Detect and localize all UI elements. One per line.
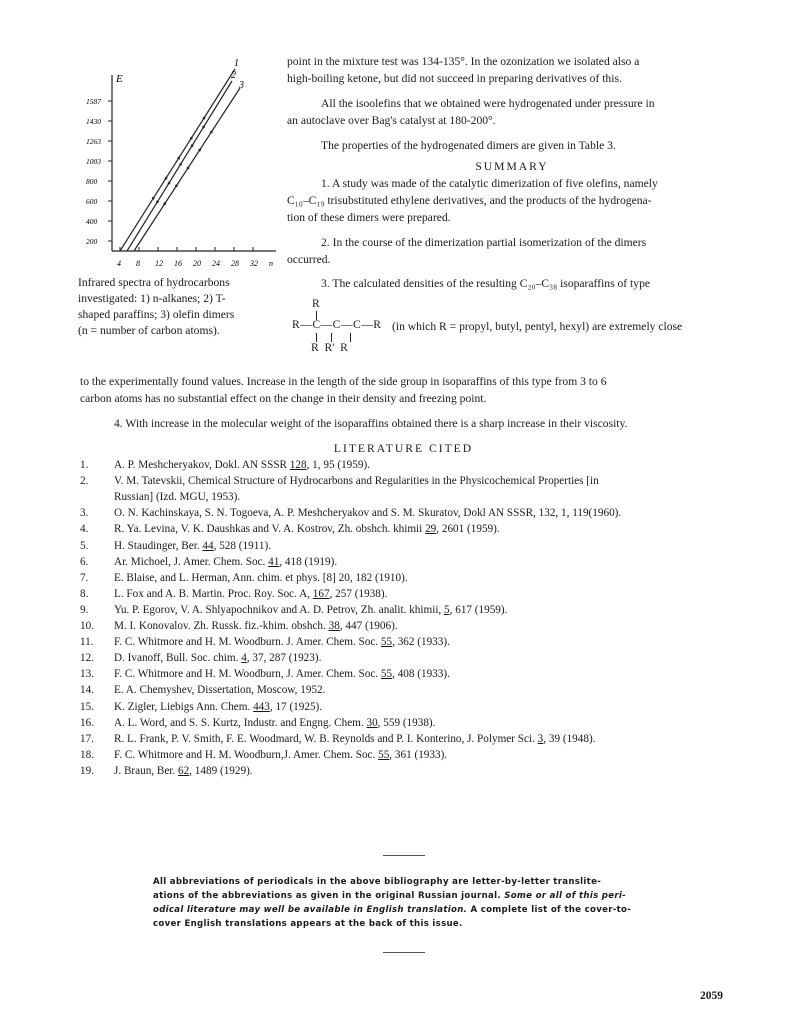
reference-volume: 44 (202, 539, 214, 552)
reference-volume: 4 (241, 652, 247, 665)
reference-volume: 5 (444, 603, 450, 616)
reference-text-part: , 37, 287 (1923). (246, 652, 322, 665)
caption-line: (n = number of carbon atoms). (78, 324, 220, 337)
reference-text-part: Ar. Michoel, J. Amer. Chem. Soc. (114, 555, 269, 568)
reference-text-part: D. Ivanoff, Bull. Soc. chim. (114, 652, 242, 665)
reference-text (114, 603, 507, 617)
divider (383, 855, 425, 856)
series-line-1 (120, 69, 235, 251)
data-point (202, 126, 205, 129)
reference-volume: 128 (289, 459, 307, 471)
data-point (165, 177, 168, 180)
x-tick-label: 8 (136, 259, 140, 268)
right-column (287, 53, 737, 292)
reference-text-part: R. Ya. Levina, V. K. Daushkas and V. A. Kostrov, Zh. obshch. khimii (114, 523, 426, 536)
summary-item-3-continued: (in which R = propyl, butyl, pentyl, hexyl) are extremely close (392, 320, 683, 333)
reference-number: 5. (80, 539, 89, 552)
footnote (153, 875, 673, 931)
summary-item-2-line: 2. In the course of the dimerization partial isomerization of the dimers (321, 236, 647, 249)
reference-text (114, 700, 322, 714)
series-line-3 (134, 88, 240, 251)
y-axis-label: E (116, 73, 123, 85)
reference-volume: 443 (253, 700, 270, 713)
y-tick-label: 1263 (86, 137, 101, 146)
reference-number: 18. (80, 748, 94, 761)
structure-bond (350, 333, 351, 342)
reference-text-part: , 1, 95 (1959). (306, 459, 370, 471)
reference-number: 8. (80, 587, 89, 600)
reference-text-part: A. L. Word, and S. S. Kurtz, Industr. and Engng. Chem. (114, 716, 367, 729)
full-width-text (80, 373, 760, 432)
x-tick-label: 32 (250, 259, 258, 268)
reference-text-part: E. A. Chemyshev, Dissertation, Moscow, 1952. (114, 684, 326, 697)
reference-text-part: R. L. Frank, P. V. Smith, F. E. Woodmard, W. B. Reynolds and P. I. Konterino, J. Polymer Sci. (114, 732, 538, 745)
reference-text-part: , 1489 (1929). (189, 764, 253, 777)
reference-volume: 167 (312, 587, 330, 600)
reference-text-part: , 528 (1911). (213, 539, 271, 552)
y-tick-label: 800 (86, 177, 98, 186)
footnote-text: A complete list of the cover-to- (467, 905, 632, 915)
reference-number: 3. (80, 507, 89, 520)
reference-volume: 55 (380, 668, 393, 681)
data-point (168, 182, 171, 185)
caption-line: shaped paraffins; 3) olefin dimers (78, 308, 235, 321)
reference-volume: 29 (425, 523, 437, 536)
reference-number: 12. (80, 652, 94, 665)
reference-volume: 41 (268, 555, 280, 568)
summary-item-2-line: occurred. (287, 253, 331, 266)
y-ticks (86, 97, 112, 246)
paragraph-line: point in the mixture test was 134-135°. In the ozonization we isolated also a (287, 55, 640, 68)
data-point (177, 157, 180, 160)
reference-text (114, 748, 447, 762)
reference-text (114, 587, 387, 601)
footnote-line: cover English translations appears at the back of this issue. (153, 919, 463, 929)
reference-text-part: , 361 (1933). (389, 748, 448, 761)
data-point (190, 137, 193, 140)
reference-number: 14. (80, 684, 94, 697)
summary-item-4: 4. With increase in the molecular weight of the isoparaffins obtained there is a sharp increase in their viscosity. (114, 417, 628, 430)
reference-volume: 30 (366, 716, 378, 729)
summary-item-1-line: 1. A study was made of the catalytic dimerization of five olefins, namely (321, 177, 658, 190)
footnote-line: All abbreviations of periodicals in the above bibliography are letter-by-letter translite- (153, 877, 602, 887)
summary-item-1-line: tion of these dimers were prepared. (287, 211, 451, 224)
series-line-2 (127, 81, 232, 251)
footnote-line (153, 903, 673, 917)
y-tick-label: 1003 (86, 157, 101, 166)
data-point (163, 202, 166, 205)
reference-text-part: , 2601 (1959). (436, 523, 500, 536)
reference-text-part: K. Zigler, Liebigs Ann. Chem. (114, 700, 254, 713)
reference-number: 10. (80, 620, 94, 632)
reference-text (114, 619, 398, 633)
data-point (187, 167, 190, 170)
reference-text-part: , 17 (1925). (269, 700, 323, 713)
y-tick-label: 200 (86, 237, 98, 246)
paragraph-line: an autoclave over Bag's catalyst at 180-200°. (287, 114, 496, 127)
x-tick-label: 20 (193, 259, 201, 268)
reference-text-part: , 362 (1933). (392, 636, 450, 649)
reference-text (114, 732, 595, 746)
x-tick-label: 24 (212, 259, 220, 268)
page-number: 2059 (700, 990, 723, 1002)
reference-text (114, 635, 450, 649)
reference-volume: 3 (537, 732, 544, 745)
reference-text-part: , 257 (1938). (329, 587, 388, 600)
reference-text (114, 683, 325, 697)
data-point (203, 117, 206, 120)
reference-text (114, 667, 450, 681)
divider (383, 952, 425, 953)
reference-number: 2. (80, 475, 89, 488)
reference-number: 4. (80, 523, 89, 536)
reference-number: 7. (80, 571, 89, 584)
reference-text-part: , 617 (1959). (449, 603, 508, 616)
y-tick-label: 1430 (86, 117, 101, 126)
summary-heading: SUMMARY (475, 160, 549, 173)
x-tick-label: 12 (155, 259, 163, 268)
footnote-text: ations of the abbreviations as given in the original Russian journal. (153, 891, 505, 901)
reference-text (114, 571, 408, 585)
reference-text (114, 651, 321, 665)
x-tick-label: 4 (117, 259, 121, 268)
reference-text (114, 716, 435, 730)
x-tick-label: 28 (231, 259, 239, 268)
reference-number: 6. (80, 555, 89, 568)
reference-number: 13. (80, 668, 94, 681)
reference-text-part: J. Braun, Ber. (114, 764, 179, 777)
paragraph-line: high-boiling ketone, but did not succeed in preparing derivatives of this. (287, 72, 622, 85)
reference-text-part: L. Fox and A. B. Martin. Proc. Roy. Soc. A, (114, 587, 313, 600)
reference-text-part: Russian] (Izd. MGU, 1953). (114, 491, 241, 504)
data-point (210, 131, 213, 134)
ir-spectra-figure (84, 55, 284, 275)
footnote-line (153, 889, 673, 903)
x-tick-label: 16 (174, 259, 182, 268)
reference-text (114, 555, 337, 569)
paragraph-line: to the experimentally found values. Increase in the length of the side group in isoparaffins of this type from 3 to 6 (80, 375, 607, 388)
reference-text-part: , 447 (1906). (339, 620, 398, 632)
reference-text-part: , 408 (1933). (392, 668, 450, 681)
reference-text (114, 490, 240, 504)
y-tick-label: 600 (86, 197, 98, 206)
line-label-2: 2 (231, 70, 236, 81)
summary-item-3-line: 3. The calculated densities of the resulting C₂₀–C₃₈ isoparaffins of type (321, 277, 651, 290)
reference-text-part: O. N. Kachinskaya, S. N. Togoeva, A. P. Meshcheryakov and S. M. Skuratov, Dokl AN SSSR, 132, 1, 119(1960). (114, 507, 622, 520)
data-point (198, 149, 201, 152)
data-point (152, 197, 155, 200)
reference-number: 11. (80, 636, 94, 649)
reference-text-part: A. P. Meshcheryakov, Dokl. AN SSSR (114, 459, 290, 471)
reference-text (114, 522, 500, 536)
caption-line: Infrared spectra of hydrocarbons (78, 276, 230, 289)
data-point (179, 163, 182, 166)
data-point (175, 185, 178, 188)
summary-item-1-line: C₁₀–C₁₉ trisubstituted ethylene derivatives, and the products of the hydrogena- (287, 194, 652, 207)
reference-text (114, 539, 271, 553)
reference-number: 1. (80, 459, 89, 471)
reference-text-part: Yu. P. Egorov, V. A. Shlyapochnikov and A. D. Petrov, Zh. analit. khimii, (114, 603, 445, 616)
y-tick-label: 1587 (86, 97, 101, 106)
reference-volume: 55 (378, 748, 390, 761)
reference-text-part: E. Blaise, and L. Herman, Ann. chim. et phys. [8] 20, 182 (1910). (114, 571, 408, 584)
literature-heading: LITERATURE CITED (333, 442, 474, 455)
reference-number: 15. (80, 700, 94, 713)
footnote-italic: Some or all of this peri- (504, 891, 627, 901)
reference-text (114, 506, 621, 520)
paragraph-line: carbon atoms has no substantial effect on the change in their density and freezing point. (80, 392, 487, 405)
reference-number: 9. (80, 603, 89, 616)
data-point (156, 200, 159, 203)
reference-text-part: F. C. Whitmore and H. M. Woodburn. J. Amer. Chem. Soc. (114, 636, 381, 649)
footnote-italic: odical literature may well be available in English translation. (153, 905, 468, 915)
reference-text (114, 474, 599, 488)
reference-text (114, 764, 253, 778)
reference-text-part: H. Staudinger, Ber. (114, 539, 203, 552)
reference-text (114, 458, 370, 472)
line-label-3: 3 (239, 80, 244, 91)
reference-text-part: V. M. Tatevskii, Chemical Structure of Hydrocarbons and Regularities in the Physicochemical Properties [in (114, 475, 599, 488)
structure-bottom: R R' R (311, 341, 348, 354)
x-ticks (117, 247, 273, 268)
reference-volume: 38 (328, 620, 340, 632)
reference-number: 16. (80, 716, 94, 729)
y-tick-label: 400 (86, 217, 98, 226)
line-label-1: 1 (234, 58, 239, 69)
reference-text-part: , 559 (1938). (377, 716, 436, 729)
reference-number: 19. (80, 764, 94, 777)
reference-text-part: F. C. Whitmore and H. M. Woodburn,J. Amer. Chem. Soc. (114, 748, 379, 761)
structure-chain: R—C—C—C—R (292, 318, 382, 331)
reference-text-part: M. I. Konovalov. Zh. Russk. fiz.-khim. obshch. (114, 620, 329, 632)
reference-text-part: , 39 (1948). (543, 732, 596, 745)
reference-volume: 55 (380, 636, 393, 649)
reference-text-part: , 418 (1919). (279, 555, 338, 568)
paragraph-line: All the isoolefins that we obtained were hydrogenated under pressure in (321, 97, 655, 110)
reference-number: 17. (80, 732, 94, 745)
structure-top-r: R (312, 297, 320, 310)
data-point (191, 144, 194, 147)
reference-text-part: F. C. Whitmore and H. M. Woodburn, J. Amer. Chem. Soc. (114, 668, 381, 681)
paragraph-line: The properties of the hydrogenated dimers are given in Table 3. (321, 139, 616, 152)
x-tick-label: n (269, 259, 273, 268)
reference-volume: 62 (178, 764, 190, 777)
caption-line: investigated: 1) n-alkanes; 2) T- (78, 292, 226, 305)
figure-caption (78, 275, 278, 339)
